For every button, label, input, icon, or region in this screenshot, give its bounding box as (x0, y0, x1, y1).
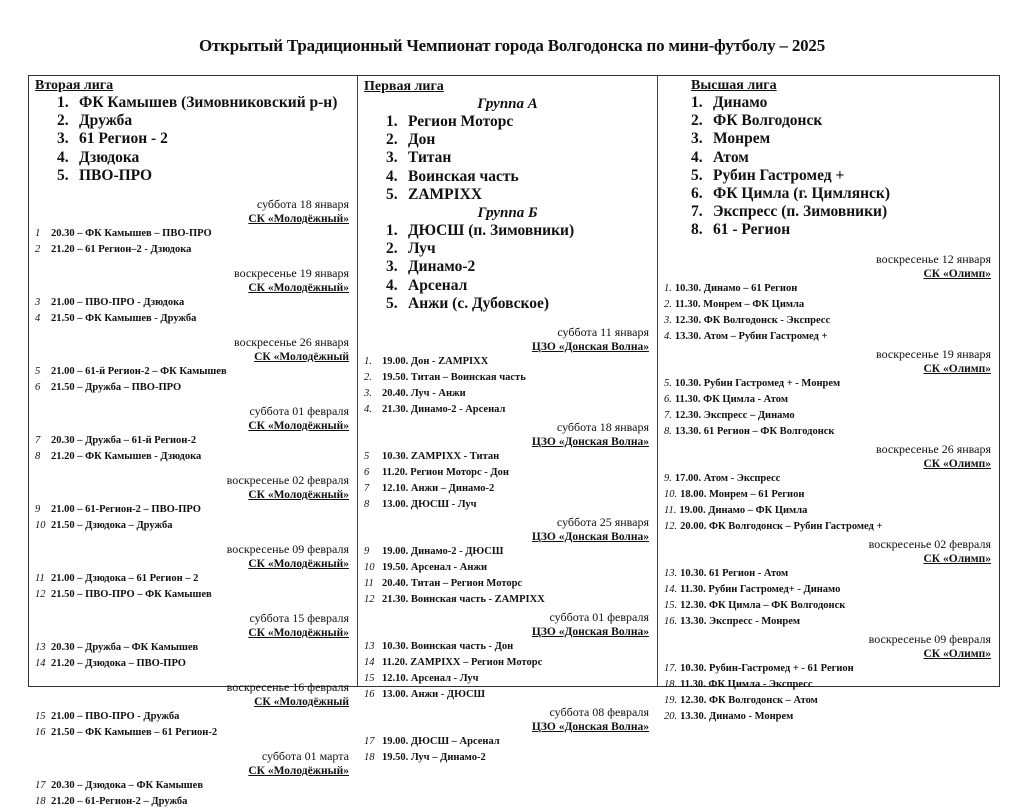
team-name: Монрем (713, 130, 771, 148)
team-name: Анжи (с. Дубовское) (408, 294, 550, 312)
round-date: суббота 25 января (556, 515, 649, 530)
round-date: суббота 01 марта (261, 749, 349, 764)
match-number: 18. (664, 678, 678, 690)
round-venue: СК «Молодёжный» (248, 627, 349, 640)
team-item (29, 167, 357, 185)
match-number: 4 (35, 313, 41, 325)
match-text: 20.30 – ФК Камышев – ПВО-ПРО (51, 228, 212, 240)
round-date: суббота 01 февраля (249, 404, 349, 419)
match-text: 21.00 – 61-й Регион-2 – ФК Камышев (51, 366, 227, 378)
match-row (29, 433, 357, 449)
match-number: 10 (35, 520, 46, 532)
team-name: Луч (408, 240, 436, 258)
match-row (658, 709, 999, 725)
match-row (358, 750, 657, 766)
round-date: суббота 15 февраля (249, 611, 349, 626)
match-number: 11 (35, 573, 45, 585)
round-date: воскресенье 16 февраля (226, 680, 349, 695)
match-text: 11.20. ZAMPIXX – Регион Моторс (382, 657, 543, 669)
round-venue: СК «Молодёжный (254, 351, 349, 364)
match-number: 11 (364, 578, 374, 590)
match-row (29, 502, 357, 518)
match-row (658, 471, 999, 487)
match-text: 21.50 – Дзюдока – Дружба (51, 520, 173, 532)
team-number: 5. (386, 185, 398, 203)
team-list (658, 94, 999, 240)
match-row (658, 424, 999, 440)
match-text: 11.30. ФК Цимла - Атом (674, 393, 788, 405)
team-item (658, 185, 999, 203)
match-text: 19.00. Динамо-2 - ДЮСШ (382, 546, 504, 558)
team-name: Динамо-2 (408, 258, 476, 276)
match-row (29, 725, 357, 741)
match-number: 2. (664, 298, 672, 310)
match-row (358, 481, 657, 497)
match-number: 14 (364, 657, 375, 669)
match-text: 19.50. Титан – Воинская часть (382, 372, 526, 384)
team-name: ФК Волгодонск (713, 112, 823, 130)
round-date: воскресенье 26 января (876, 441, 991, 456)
match-text: 20.40. Титан – Регион Моторс (382, 578, 523, 590)
match-number: 10. (664, 488, 678, 500)
team-number: 1. (386, 222, 398, 240)
round-venue: СК «Молодёжный» (248, 420, 349, 433)
match-number: 1 (35, 228, 41, 240)
round-venue: СК «Олимп» (923, 647, 991, 660)
match-number: 7 (35, 435, 41, 447)
match-text: 10.30. ZAMPIXX - Титан (382, 451, 500, 463)
match-number: 6 (364, 467, 370, 479)
match-number: 1. (364, 356, 372, 368)
match-number: 15 (364, 673, 375, 685)
team-item (358, 113, 657, 131)
round-venue: ЦЗО «Донская Волна» (531, 626, 649, 639)
match-number: 20. (664, 710, 678, 722)
match-row (358, 402, 657, 418)
schedule-table (28, 75, 1000, 808)
round-date: воскресенье 26 января (234, 335, 349, 350)
match-row (358, 655, 657, 671)
match-text: 20.30 – Дружба – ФК Камышев (51, 642, 199, 654)
league-title: Первая лига (364, 79, 444, 94)
match-number: 18 (35, 796, 46, 808)
team-item (29, 149, 357, 167)
match-number: 9. (664, 472, 672, 484)
round-date: воскресенье 19 января (234, 266, 349, 281)
match-row (658, 503, 999, 519)
match-number: 9 (364, 546, 370, 558)
team-number: 4. (386, 276, 398, 294)
match-row (29, 640, 357, 656)
team-item (358, 168, 657, 186)
team-name: ДЮСШ (п. Зимовники) (408, 222, 575, 240)
match-text: 10.30. Воинская часть - Дон (382, 641, 514, 653)
match-row (29, 364, 357, 380)
team-number: 5. (386, 294, 398, 312)
match-text: 19.50. Луч – Динамо-2 (382, 752, 486, 764)
match-text: 19.00. ДЮСШ – Арсенал (382, 736, 500, 748)
first-league-column (358, 76, 658, 764)
match-number: 15 (35, 711, 46, 723)
round-date: суббота 08 февраля (549, 705, 649, 720)
match-text: 11.30. Монрем – ФК Цимла (674, 298, 805, 310)
team-item (658, 94, 999, 112)
match-number: 12 (35, 589, 46, 601)
round-venue: ЦЗО «Донская Волна» (531, 341, 649, 354)
round-date: воскресенье 02 февраля (868, 536, 991, 551)
match-row (29, 311, 357, 327)
match-number: 14. (664, 583, 678, 595)
match-number: 11. (664, 504, 677, 516)
round-venue: СК «Олимп» (923, 362, 991, 375)
match-number: 3. (364, 388, 372, 400)
match-row (658, 297, 999, 313)
match-text: 21.50 – ФК Камышев - Дружба (51, 313, 197, 325)
team-item (29, 112, 357, 130)
team-item (658, 221, 999, 239)
match-text: 12.10. Арсенал - Луч (382, 673, 479, 685)
match-number: 1. (664, 282, 672, 294)
match-number: 12. (664, 520, 678, 532)
rounds (658, 252, 999, 725)
match-text: 21.00 – ПВО-ПРО - Дзюдока (51, 297, 185, 309)
team-number: 1. (386, 113, 398, 130)
round-venue: СК «Молодёжный» (248, 489, 349, 502)
match-text: 11.30. Рубин Гастромед+ - Динамо (680, 583, 841, 595)
match-text: 11.20. Регион Моторс - Дон (382, 467, 509, 479)
round-date: воскресенье 19 января (876, 346, 991, 361)
team-name: ФК Камышев (Зимовниковский р-н) (79, 94, 338, 111)
match-text: 10.30. 61 Регион - Атом (680, 567, 789, 579)
match-number: 8 (364, 499, 370, 511)
match-text: 12.30. ФК Цимла – ФК Волгодонск (680, 599, 846, 611)
team-name: 61 - Регион (713, 221, 791, 239)
match-number: 8. (664, 425, 672, 437)
match-number: 16 (364, 689, 375, 701)
team-number: 3. (57, 130, 69, 148)
round-date: суббота 18 января (556, 420, 649, 435)
match-row (658, 566, 999, 582)
team-item (658, 130, 999, 148)
match-text: 19.00. Динамо – ФК Цимла (679, 504, 808, 516)
match-text: 21.20 – ФК Камышев - Дзюдока (51, 451, 202, 463)
team-number: 3. (386, 149, 398, 167)
round-date: суббота 18 января (256, 197, 349, 212)
team-number: 3. (691, 130, 703, 148)
team-item (29, 94, 357, 112)
match-number: 17 (364, 736, 375, 748)
match-row (358, 687, 657, 703)
match-number: 17 (35, 780, 46, 792)
top-league-column (658, 76, 999, 722)
match-row (658, 677, 999, 693)
match-text: 21.00 – 61-Регион-2 – ПВО-ПРО (51, 504, 201, 516)
team-name: Динамо (713, 94, 768, 111)
round-venue: СК «Молодёжный (254, 696, 349, 709)
team-name: Дружба (79, 112, 133, 130)
team-item (658, 149, 999, 167)
match-row (29, 226, 357, 242)
match-number: 6. (664, 393, 672, 405)
team-number: 3. (386, 258, 398, 276)
team-name: Дон (408, 131, 436, 149)
match-text: 18.00. Монрем – 61 Регион (680, 488, 805, 500)
team-number: 2. (386, 240, 398, 258)
match-number: 5. (664, 377, 672, 389)
match-row (658, 313, 999, 329)
match-number: 17. (664, 662, 678, 674)
team-item (358, 240, 657, 258)
match-text: 13.30. Экспресс - Монрем (680, 615, 801, 627)
match-number: 4. (664, 330, 672, 342)
league-title: Высшая лига (691, 78, 777, 93)
team-item (358, 186, 657, 204)
match-text: 11.30. ФК Цимла - Экспресс (680, 678, 813, 690)
team-number: 1. (57, 94, 69, 111)
team-name: Рубин Гастромед + (713, 166, 845, 184)
round-venue: СК «Олимп» (923, 267, 991, 280)
match-number: 16 (35, 727, 46, 739)
match-text: 21.20 – 61-Регион-2 – Дружба (51, 796, 188, 808)
league-title: Вторая лига (35, 78, 114, 93)
team-name: ZAMPIXX (408, 185, 483, 203)
team-number: 2. (691, 112, 703, 130)
match-number: 13 (364, 641, 375, 653)
team-name: ФК Цимла (г. Цимлянск) (713, 185, 891, 203)
team-item (658, 112, 999, 130)
match-text: 13.00. ДЮСШ - Луч (382, 499, 477, 511)
match-row (358, 386, 657, 402)
match-text: 19.00. Дон - ZAMPIXX (382, 356, 489, 368)
match-row (358, 560, 657, 576)
match-row (29, 295, 357, 311)
match-number: 2 (35, 244, 41, 256)
match-number: 19. (664, 694, 678, 706)
match-number: 15. (664, 599, 678, 611)
match-text: 21.30. Динамо-2 - Арсенал (382, 404, 506, 416)
match-row (29, 571, 357, 587)
match-text: 21.00 – Дзюдока – 61 Регион – 2 (51, 573, 199, 585)
match-row (29, 656, 357, 672)
match-row (658, 487, 999, 503)
team-list (358, 113, 657, 204)
round-venue: ЦЗО «Донская Волна» (531, 531, 649, 544)
team-list (29, 94, 357, 185)
match-row (658, 392, 999, 408)
match-row (358, 370, 657, 386)
team-item (658, 203, 999, 221)
match-text: 13.00. Анжи - ДЮСШ (382, 689, 486, 701)
team-name: ПВО-ПРО (79, 166, 153, 184)
rounds (29, 197, 357, 810)
match-row (358, 465, 657, 481)
match-text: 10.30. Рубин-Гастромед + - 61 Регион (680, 662, 854, 674)
round-venue: СК «Олимп» (923, 457, 991, 470)
match-row (29, 778, 357, 794)
match-number: 13 (35, 642, 46, 654)
round-date: воскресенье 09 февраля (226, 542, 349, 557)
match-number: 4. (364, 404, 372, 416)
match-number: 14 (35, 658, 46, 670)
team-item (358, 131, 657, 149)
match-text: 19.50. Арсенал - Анжи (382, 562, 488, 574)
round-date: воскресенье 02 февраля (226, 473, 349, 488)
match-number: 2. (364, 372, 372, 384)
team-number: 5. (57, 166, 69, 184)
match-row (658, 614, 999, 630)
team-item (358, 149, 657, 167)
team-number: 8. (691, 221, 703, 239)
match-row (358, 639, 657, 655)
round-venue: СК «Молодёжный» (248, 765, 349, 778)
match-text: 20.30 – Дружба – 61-й Регион-2 (51, 435, 197, 447)
group-title: Группа Б (477, 205, 538, 222)
match-text: 20.40. Луч - Анжи (382, 388, 466, 400)
match-row (658, 519, 999, 535)
match-row (658, 582, 999, 598)
round-venue: ЦЗО «Донская Волна» (531, 436, 649, 449)
team-item (358, 295, 657, 313)
match-number: 10 (364, 562, 375, 574)
round-date: суббота 11 января (557, 325, 649, 340)
page-title: Открытый Традиционный Чемпионат города Волгодонска по мини-футболу – 2025 (198, 36, 826, 55)
match-row (358, 671, 657, 687)
match-number: 9 (35, 504, 41, 516)
team-item (358, 222, 657, 240)
match-text: 13.30. 61 Регион – ФК Волгодонск (674, 425, 835, 437)
match-row (358, 544, 657, 560)
match-text: 10.30. Рубин Гастромед + - Монрем (674, 377, 841, 389)
match-text: 13.30. Динамо - Монрем (680, 710, 794, 722)
match-text: 20.00. ФК Волгодонск – Рубин Гастромед + (680, 520, 883, 532)
team-name: Регион Моторс (408, 113, 514, 130)
match-number: 16. (664, 615, 678, 627)
match-number: 7. (664, 409, 672, 421)
match-text: 20.30 – Дзюдока – ФК Камышев (51, 780, 203, 792)
match-number: 18 (364, 752, 375, 764)
match-text: 17.00. Атом - Экспресс (674, 472, 781, 484)
match-row (658, 693, 999, 709)
round-venue: СК «Молодёжный» (248, 558, 349, 571)
team-item (358, 277, 657, 295)
match-row (358, 497, 657, 513)
rounds (358, 325, 657, 766)
match-row (29, 794, 357, 810)
match-row (358, 592, 657, 608)
team-name: Дзюдока (79, 148, 140, 166)
match-row (358, 576, 657, 592)
second-league-column (29, 76, 358, 808)
match-text: 21.50 – ПВО-ПРО – ФК Камышев (51, 589, 212, 601)
team-number: 2. (57, 112, 69, 130)
match-number: 3 (35, 297, 41, 309)
team-item (658, 167, 999, 185)
match-row (358, 449, 657, 465)
match-text: 21.50 – Дружба – ПВО-ПРО (51, 382, 182, 394)
match-number: 12 (364, 594, 375, 606)
match-text: 10.30. Динамо – 61 Регион (674, 282, 798, 294)
round-venue: ЦЗО «Донская Волна» (531, 721, 649, 734)
match-text: 12.30. ФК Волгодонск - Экспресс (674, 314, 831, 326)
match-row (29, 449, 357, 465)
match-row (29, 518, 357, 534)
match-row (658, 329, 999, 345)
match-row (29, 380, 357, 396)
team-number: 4. (57, 148, 69, 166)
team-number: 1. (691, 94, 703, 111)
round-venue: СК «Молодёжный» (248, 282, 349, 295)
team-number: 5. (691, 166, 703, 184)
match-row (658, 598, 999, 614)
match-text: 21.30. Воинская часть - ZAMPIXX (382, 594, 545, 606)
team-list (358, 222, 657, 313)
match-text: 13.30. Атом – Рубин Гастромед + (674, 330, 828, 342)
match-text: 21.50 – ФК Камышев – 61 Регион-2 (51, 727, 218, 739)
round-date: воскресенье 09 февраля (868, 631, 991, 646)
team-number: 4. (386, 167, 398, 185)
team-name: 61 Регион - 2 (79, 130, 168, 148)
match-row (358, 734, 657, 750)
match-text: 21.00 – ПВО-ПРО - Дружба (51, 711, 180, 723)
match-text: 21.20 – 61 Регион–2 - Дзюдока (51, 244, 192, 256)
team-name: Атом (713, 148, 749, 166)
match-number: 6 (35, 382, 41, 394)
team-number: 2. (386, 131, 398, 149)
round-venue: СК «Молодёжный» (248, 213, 349, 226)
match-row (358, 354, 657, 370)
team-name: Воинская часть (408, 167, 519, 185)
team-number: 6. (691, 185, 703, 203)
match-text: 12.30. ФК Волгодонск – Атом (680, 694, 818, 706)
match-number: 7 (364, 483, 370, 495)
match-number: 13. (664, 567, 678, 579)
team-name: Экспресс (п. Зимовники) (713, 203, 888, 221)
match-row (658, 408, 999, 424)
team-item (358, 258, 657, 276)
match-text: 21.20 – Дзюдока – ПВО-ПРО (51, 658, 186, 670)
match-number: 3. (664, 314, 672, 326)
round-venue: СК «Олимп» (923, 552, 991, 565)
match-number: 5 (35, 366, 41, 378)
match-text: 12.10. Анжи – Динамо-2 (382, 483, 495, 495)
match-number: 8 (35, 451, 41, 463)
match-row (658, 376, 999, 392)
team-number: 7. (691, 203, 703, 221)
match-row (658, 661, 999, 677)
match-row (29, 709, 357, 725)
round-date: воскресенье 12 января (876, 251, 991, 266)
round-date: суббота 01 февраля (549, 610, 649, 625)
match-row (29, 242, 357, 258)
match-text: 12.30. Экспресс – Динамо (674, 409, 795, 421)
team-number: 4. (691, 148, 703, 166)
group-title: Группа А (477, 96, 538, 112)
team-item (29, 130, 357, 148)
match-row (29, 587, 357, 603)
team-name: Арсенал (408, 276, 468, 294)
match-row (658, 281, 999, 297)
match-number: 5 (364, 451, 370, 463)
team-name: Титан (408, 149, 452, 167)
